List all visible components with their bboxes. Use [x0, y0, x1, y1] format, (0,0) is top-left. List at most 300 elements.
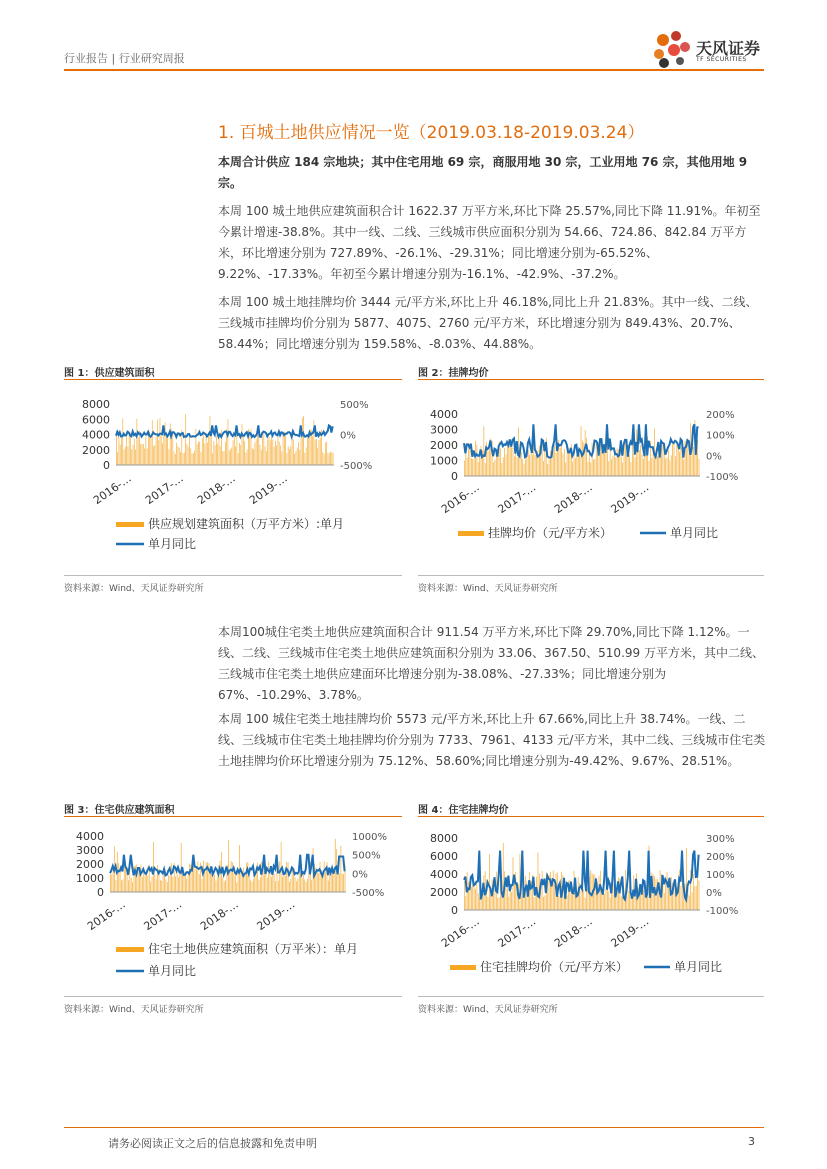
bar-mark — [570, 451, 571, 476]
bar-mark — [253, 449, 254, 465]
bar-mark — [683, 459, 684, 476]
bar-mark — [632, 444, 633, 476]
bar-mark — [298, 442, 299, 465]
bar-mark — [213, 875, 214, 892]
bar-mark — [507, 443, 508, 476]
bar-mark — [293, 440, 294, 465]
bar-mark — [170, 876, 171, 892]
bar-mark — [579, 454, 580, 476]
y-left-tick-label: 3000 — [76, 844, 104, 857]
bar-mark — [333, 453, 334, 465]
bar-mark — [124, 449, 125, 465]
bar-mark — [304, 879, 305, 892]
bar-mark — [275, 441, 276, 465]
bar-mark — [157, 865, 158, 892]
header-divider — [64, 69, 764, 71]
bar-mark — [640, 893, 641, 910]
bar-mark — [121, 880, 122, 892]
bar-mark — [497, 898, 498, 910]
bar-mark — [576, 454, 577, 476]
bar-mark — [289, 882, 290, 892]
bar-mark — [204, 871, 205, 892]
bar-mark — [676, 445, 677, 476]
bar-mark — [289, 449, 290, 465]
legend-bar-label: 住宅挂牌均价（元/平方米） — [480, 960, 629, 974]
bar-mark — [306, 882, 307, 892]
bar-mark — [475, 889, 476, 910]
bar-mark — [160, 418, 161, 465]
bar-mark — [522, 459, 523, 476]
bar-mark — [163, 435, 164, 465]
bar-mark — [606, 889, 607, 910]
bar-mark — [476, 445, 477, 476]
bar-mark — [290, 446, 291, 465]
bar-mark — [229, 451, 230, 465]
bar-mark — [585, 898, 586, 910]
bar-mark — [184, 453, 185, 465]
bar-mark — [503, 843, 504, 910]
bar-mark — [572, 462, 573, 477]
bar-mark — [597, 452, 598, 476]
bar-mark — [278, 881, 279, 892]
figure-1-chart — [64, 382, 402, 572]
figure-4-source: 资料来源：Wind、天风证券研究所 — [418, 1005, 558, 1015]
bar-mark — [110, 875, 111, 892]
bar-mark — [324, 454, 325, 465]
bar-mark — [692, 893, 693, 910]
bar-mark — [625, 443, 626, 476]
x-tick-label: 2018-… — [198, 897, 241, 934]
bar-mark — [167, 882, 168, 892]
bar-mark — [651, 458, 652, 476]
bar-mark — [185, 414, 186, 465]
bar-mark — [621, 456, 622, 476]
bar-mark — [122, 880, 123, 892]
bar-mark — [622, 463, 623, 476]
legend-line-label: 单月同比 — [670, 526, 719, 540]
bar-mark — [222, 451, 223, 465]
bar-mark — [538, 853, 539, 910]
bar-mark — [679, 870, 680, 910]
bar-mark — [563, 453, 564, 476]
bar-mark — [495, 460, 496, 476]
bar-mark — [665, 459, 666, 476]
bar-mark — [177, 871, 178, 892]
bar-mark — [696, 886, 697, 910]
bar-mark — [303, 873, 304, 892]
bar-mark — [642, 454, 643, 476]
bar-mark — [129, 432, 130, 465]
bar-mark — [532, 454, 533, 476]
bar-mark — [131, 449, 132, 465]
bar-mark — [161, 881, 162, 892]
bar-mark — [508, 897, 509, 910]
bar-mark — [280, 445, 281, 465]
bar-mark — [557, 450, 558, 476]
bar-mark — [189, 437, 190, 465]
bar-mark — [489, 444, 490, 476]
bar-mark — [643, 890, 644, 910]
y-right-tick-label: 500% — [352, 850, 381, 862]
bar-mark — [152, 420, 153, 465]
y-left-tick-label: 2000 — [82, 443, 110, 457]
bar-mark — [635, 457, 636, 476]
bar-mark — [276, 445, 277, 465]
bar-mark — [286, 862, 287, 892]
bar-mark — [244, 441, 245, 465]
y-left-tick-label: 4000 — [76, 830, 104, 843]
x-tick-label: 2017-… — [143, 471, 186, 508]
bar-mark — [271, 877, 272, 892]
bar-mark — [274, 447, 275, 465]
bar-mark — [535, 896, 536, 910]
bar-mark — [213, 441, 214, 465]
bar-mark — [493, 462, 494, 476]
bar-mark — [615, 458, 616, 476]
bar-mark — [631, 897, 632, 910]
bar-mark — [252, 448, 253, 465]
y-right-tick-label: 0% — [706, 451, 722, 463]
bar-mark — [583, 443, 584, 476]
bar-mark — [228, 840, 229, 892]
bar-mark — [215, 445, 216, 465]
supply-area-paragraph: 本周 100 城土地供应建筑面积合计 1622.37 万平方米,环比下降 25.57%,同比下降 11.91%。年初至今累计增速-38.8%。其中一线、二线、三线城市供应面积分别为 54.66、724.86、842.84 万平方米，环比增速分别为 727.89%、-26.1%、-29.31%；同比增速分别为-65.52%、9.22%、-17.33%。年初至今累计增速分别为-16.1%、-42.9%、-37.2%。 — [218, 204, 761, 281]
bar-mark — [571, 891, 572, 910]
bar-mark — [176, 443, 177, 465]
bar-mark — [675, 456, 676, 476]
bar-mark — [272, 440, 273, 465]
x-tick-label: 2016-… — [439, 480, 482, 517]
bar-mark — [295, 877, 296, 892]
bar-mark — [305, 453, 306, 465]
bar-mark — [156, 879, 157, 892]
bar-mark — [543, 461, 544, 476]
bar-mark — [146, 875, 147, 892]
bar-mark — [594, 459, 595, 476]
bar-mark — [208, 435, 209, 465]
bar-mark — [585, 430, 586, 476]
bar-mark — [299, 450, 300, 465]
bar-mark — [243, 867, 244, 892]
bar-mark — [699, 881, 700, 910]
bar-mark — [217, 877, 218, 892]
bar-mark — [524, 464, 525, 476]
legend-line-label: 单月同比 — [148, 537, 197, 551]
bar-mark — [209, 863, 210, 892]
bar-mark — [196, 866, 197, 892]
bar-mark — [302, 878, 303, 892]
bar-mark — [133, 445, 134, 465]
bar-mark — [664, 893, 665, 910]
bar-mark — [608, 892, 609, 910]
bar-mark — [197, 861, 198, 892]
bar-mark — [467, 458, 468, 476]
bar-mark — [292, 868, 293, 892]
bar-mark — [547, 464, 548, 476]
bar-mark — [613, 456, 614, 476]
bar-mark — [632, 898, 633, 910]
bar-mark — [245, 875, 246, 892]
bar-mark — [554, 445, 555, 476]
bar-mark — [521, 452, 522, 476]
bar-mark — [550, 451, 551, 476]
bar-mark — [342, 873, 343, 892]
bar-mark — [475, 441, 476, 476]
bar-mark — [257, 431, 258, 465]
bar-mark — [275, 881, 276, 892]
bar-mark — [247, 450, 248, 465]
bar-mark — [166, 880, 167, 892]
bar-mark — [465, 896, 466, 910]
bar-mark — [590, 870, 591, 910]
x-tick-label: 2017-… — [495, 480, 539, 517]
bar-mark — [152, 877, 153, 892]
bar-mark — [234, 434, 235, 465]
x-tick-label: 2016-… — [439, 914, 482, 951]
bar-mark — [290, 879, 291, 892]
bar-mark — [122, 418, 123, 465]
legend-line-label: 单月同比 — [148, 964, 197, 978]
bar-mark — [328, 880, 329, 892]
bar-mark — [188, 447, 189, 465]
bar-mark — [262, 437, 263, 465]
bar-mark — [150, 881, 151, 892]
bar-mark — [281, 452, 282, 465]
bar-mark — [483, 426, 484, 476]
bar-mark — [317, 448, 318, 465]
bar-mark — [197, 444, 198, 465]
bar-mark — [328, 453, 329, 465]
bar-mark — [476, 884, 477, 910]
bar-mark — [288, 446, 289, 465]
bar-mark — [139, 874, 140, 892]
bar-mark — [607, 889, 608, 910]
y-left-tick-label: 4000 — [430, 408, 458, 421]
bar-mark — [297, 879, 298, 892]
bar-mark — [514, 456, 515, 476]
bar-mark — [174, 452, 175, 465]
x-tick-label: 2017-… — [495, 914, 539, 951]
bar-mark — [267, 439, 268, 465]
bar-mark — [564, 449, 565, 476]
bar-mark — [169, 449, 170, 465]
bar-mark — [196, 429, 197, 465]
bar-mark — [515, 451, 516, 476]
x-tick-label: 2018-… — [552, 480, 595, 517]
legend-bar-swatch — [458, 531, 484, 536]
legend-bar-label: 挂牌均价（元/平方米） — [488, 526, 613, 540]
bar-mark — [220, 446, 221, 465]
bar-mark — [168, 875, 169, 892]
bar-mark — [234, 873, 235, 892]
y-left-tick-label: 4000 — [430, 868, 458, 881]
bar-mark — [592, 443, 593, 476]
bar-mark — [190, 448, 191, 465]
bar-mark — [285, 433, 286, 465]
bar-mark — [186, 879, 187, 892]
bar-mark — [267, 878, 268, 892]
bar-mark — [237, 432, 238, 465]
x-tick-label: 2019-… — [608, 914, 652, 951]
bar-mark — [689, 895, 690, 910]
bar-mark — [296, 451, 297, 465]
bar-mark — [322, 452, 323, 465]
bar-mark — [501, 463, 502, 476]
bar-mark — [265, 446, 266, 465]
bar-mark — [260, 445, 261, 465]
bar-mark — [643, 459, 644, 476]
bar-mark — [674, 441, 675, 476]
summary-paragraph: 本周合计供应 184 宗地块；其中住宅用地 69 宗，商服用地 30 宗，工业用地 76 宗，其他用地 9 宗。 — [218, 155, 748, 190]
bar-mark — [488, 451, 489, 476]
y-right-tick-label: 200% — [706, 852, 735, 863]
bar-mark — [203, 432, 204, 465]
y-left-tick-label: 1000 — [76, 872, 104, 885]
bar-mark — [667, 872, 668, 910]
y-right-tick-label: -100% — [706, 906, 739, 917]
bar-mark — [550, 872, 551, 910]
bar-mark — [166, 437, 167, 465]
bar-mark — [167, 438, 168, 465]
bar-mark — [545, 896, 546, 911]
bar-mark — [533, 897, 534, 910]
bar-mark — [558, 896, 559, 910]
bar-mark — [507, 887, 508, 910]
bar-mark — [212, 453, 213, 465]
figure-3-bottom-rule — [64, 996, 402, 997]
x-tick-label: 2018-… — [195, 471, 238, 508]
bar-mark — [556, 453, 557, 476]
residential-price-paragraph: 本周 100 城住宅类土地挂牌均价 5573 元/平方米,环比上升 67.66%,同比上升 38.74%。一线、二线、三线城市住宅类土地挂牌均价分别为 7733、7961、4133 元/平方米，其中二线、三线城市住宅类土地挂牌均价环比增速分别为 75.12%、58.60%;同比增速分别为-49.42%、9.67%、28.51%。 — [218, 712, 766, 768]
figure-3-title: 图 3：住宅供应建筑面积 — [64, 805, 175, 816]
bar-mark — [187, 444, 188, 465]
bar-mark — [302, 418, 303, 465]
bar-mark — [339, 873, 340, 892]
bar-mark — [604, 894, 605, 910]
y-left-tick-label: 8000 — [82, 398, 110, 411]
bar-mark — [116, 880, 117, 892]
footer-divider — [64, 1127, 764, 1128]
bar-mark — [211, 434, 212, 465]
y-left-tick-label: 1000 — [430, 454, 458, 468]
bar-mark — [143, 872, 144, 892]
bar-mark — [132, 882, 133, 892]
bar-mark — [249, 437, 250, 465]
bar-mark — [143, 444, 144, 465]
bar-mark — [503, 457, 504, 476]
bar-mark — [590, 462, 591, 476]
y-right-tick-label: 300% — [706, 834, 735, 845]
figure-2-source: 资料来源：Wind、天风证券研究所 — [418, 584, 558, 594]
bar-mark — [127, 872, 128, 892]
bar-mark — [540, 455, 541, 476]
figure-2-bottom-rule — [418, 575, 764, 576]
bar-mark — [633, 454, 634, 476]
bar-mark — [683, 898, 684, 910]
bar-mark — [694, 886, 695, 910]
bar-mark — [204, 444, 205, 465]
bar-mark — [297, 447, 298, 465]
y-right-tick-label: 1000% — [352, 832, 387, 843]
bar-mark — [474, 459, 475, 476]
bar-mark — [287, 453, 288, 465]
bar-mark — [222, 877, 223, 892]
y-right-tick-label: 200% — [706, 410, 735, 421]
bar-mark — [301, 438, 302, 465]
bar-mark — [195, 866, 196, 892]
bar-mark — [543, 897, 544, 910]
bar-mark — [693, 447, 694, 476]
bar-mark — [126, 436, 127, 466]
bar-mark — [179, 448, 180, 465]
x-tick-label: 2019-… — [247, 471, 290, 508]
bar-mark — [511, 444, 512, 476]
bar-mark — [688, 443, 689, 476]
bar-mark — [203, 861, 204, 892]
bar-mark — [263, 431, 264, 465]
bar-mark — [485, 463, 486, 476]
bar-mark — [640, 445, 641, 476]
bar-mark — [628, 891, 629, 910]
bar-mark — [224, 882, 225, 892]
bar-mark — [214, 874, 215, 892]
bar-mark — [320, 438, 321, 465]
y-left-tick-label: 0 — [97, 886, 104, 899]
bar-mark — [306, 447, 307, 465]
bar-mark — [239, 443, 240, 465]
bar-mark — [217, 444, 218, 465]
bar-mark — [699, 459, 700, 476]
bar-mark — [135, 450, 136, 465]
bar-mark — [188, 874, 189, 892]
figure-4-title: 图 4：住宅挂牌均价 — [418, 805, 509, 816]
y-left-tick-label: 8000 — [430, 832, 458, 845]
bar-mark — [636, 429, 637, 476]
figure-1-rule — [64, 379, 402, 380]
figure-1-bottom-rule — [64, 575, 402, 576]
bar-mark — [263, 869, 264, 892]
bar-mark — [232, 862, 233, 892]
bar-mark — [554, 882, 555, 910]
bar-mark — [193, 453, 194, 465]
bar-mark — [125, 447, 126, 465]
bar-mark — [118, 863, 119, 892]
bar-mark — [250, 880, 251, 892]
bar-mark — [198, 441, 199, 465]
legend-bar-label: 住宅土地供应建筑面积（万平米）：单月 — [148, 942, 359, 956]
bar-mark — [626, 897, 627, 910]
bar-mark — [175, 454, 176, 465]
bar-mark — [471, 887, 472, 910]
bar-mark — [271, 437, 272, 465]
bar-mark — [120, 870, 121, 892]
figure-1-title: 图 1：供应建筑面积 — [64, 368, 155, 379]
legend-bar-swatch — [116, 522, 144, 527]
bar-mark — [157, 420, 158, 465]
bar-mark — [130, 433, 131, 465]
x-tick-label: 2018-… — [552, 914, 595, 951]
bar-mark — [665, 879, 666, 910]
bar-mark — [185, 876, 186, 892]
y-right-tick-label: -500% — [352, 888, 385, 899]
bar-mark — [549, 460, 550, 476]
bar-mark — [219, 437, 220, 465]
bar-mark — [593, 459, 594, 476]
y-left-tick-label: 2000 — [76, 858, 104, 871]
bar-mark — [144, 449, 145, 465]
bar-mark — [316, 439, 317, 465]
y-left-tick-label: 0 — [103, 459, 110, 472]
